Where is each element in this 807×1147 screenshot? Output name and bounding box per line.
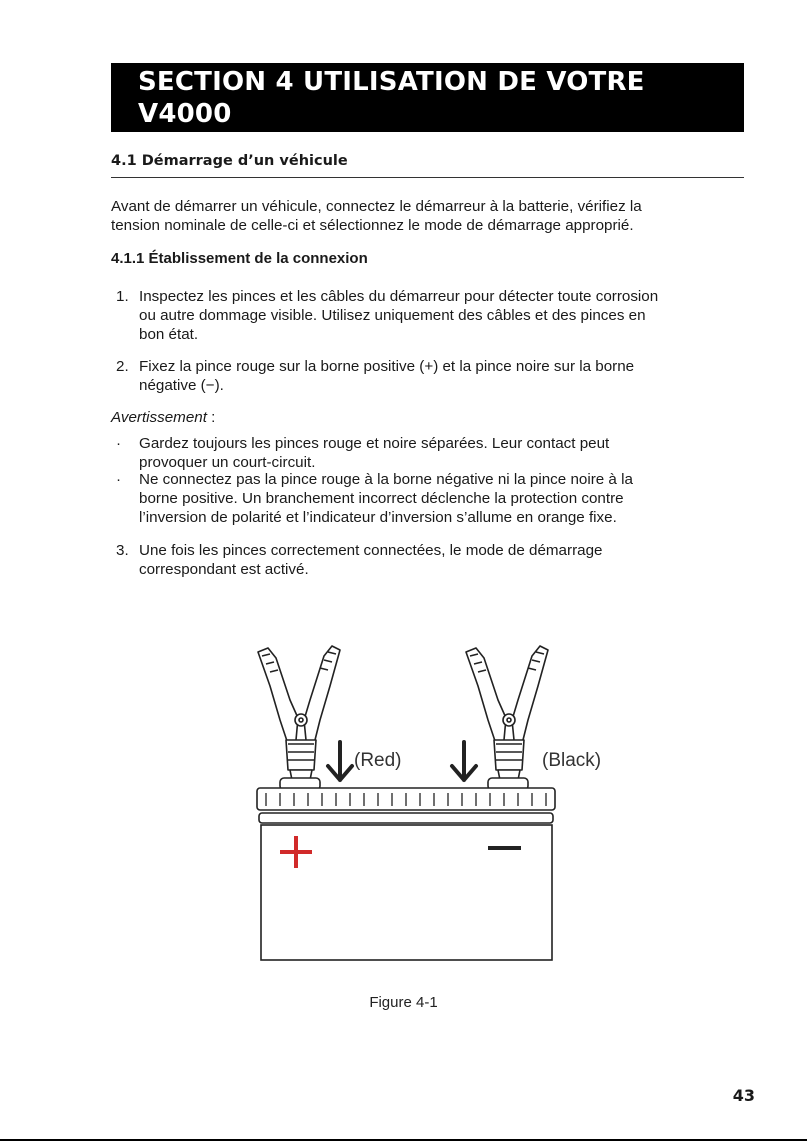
subsection-heading: 4.1 Démarrage d’un véhicule <box>111 153 744 178</box>
section-title-line-2: HD <box>138 131 182 161</box>
step-line: correspondant est activé. <box>139 561 309 578</box>
bullet-text <box>139 470 633 527</box>
warning-bullet <box>116 470 756 530</box>
battery-icon <box>257 778 555 960</box>
figure-caption: Figure 4-1 <box>369 994 438 1011</box>
arrow-down-icon <box>452 742 476 780</box>
bullet-line: provoquer un court-circuit. <box>139 454 316 471</box>
step-line: bon état. <box>139 326 199 343</box>
battery-clamp-illustration <box>230 640 630 965</box>
bullet-line: Ne connectez pas la pince rouge à la borne négative ni la pince noire à la <box>139 471 633 488</box>
warning-bullet <box>116 434 756 474</box>
battery-connection-figure <box>230 640 630 965</box>
red-clamp-label: (Red) <box>354 750 402 771</box>
footer-rule <box>0 1139 807 1141</box>
bullet-line: borne positive. Un branchement incorrect déclenche la protection contre <box>139 490 624 507</box>
warning-heading <box>111 409 215 426</box>
intro-line: Avant de démarrer un véhicule, connectez le démarreur à la batterie, vérifiez la <box>111 198 642 215</box>
bullet-line: Gardez toujours les pinces rouge et noire séparées. Leur contact peut <box>139 435 610 452</box>
warning-title: Avertissement <box>111 409 207 426</box>
step-line: Fixez la pince rouge sur la borne positive (+) et la pince noire sur la borne <box>139 358 635 375</box>
step-text <box>139 357 634 395</box>
step-text <box>139 541 602 579</box>
step-item <box>116 541 756 581</box>
step-item <box>116 357 756 397</box>
bullet-dot: · <box>116 435 122 452</box>
page-number: 43 <box>732 1086 755 1105</box>
red-clamp-icon <box>258 646 340 780</box>
bullet-text <box>139 434 609 472</box>
step-line: négative (−). <box>139 377 224 394</box>
step-number: 2. <box>116 358 129 375</box>
step-line: Inspectez les pinces et les câbles du démarreur pour détecter toute corrosion <box>139 288 659 305</box>
black-clamp-label: (Black) <box>542 750 602 771</box>
bullet-line: l’inversion de polarité et l’indicateur d’inversion s’allume en orange fixe. <box>139 509 617 526</box>
intro-line: tension nominale de celle-ci et sélectionnez le mode de démarrage approprié. <box>111 217 634 234</box>
black-clamp-icon <box>466 646 548 780</box>
warning-title-suffix: : <box>206 409 216 426</box>
step-text <box>139 287 658 344</box>
step-number: 3. <box>116 542 129 559</box>
intro-paragraph <box>111 197 751 235</box>
bullet-dot: · <box>116 471 122 488</box>
step-item <box>116 287 756 347</box>
step-number: 1. <box>116 288 129 305</box>
arrow-down-icon <box>328 742 352 780</box>
section-title-line-1: SECTION 4 UTILISATION DE VOTRE V4000 <box>138 67 645 129</box>
subsubsection-heading: 4.1.1 Établissement de la connexion <box>111 250 368 267</box>
step-line: ou autre dommage visible. Utilisez uniquement des câbles et des pinces en <box>139 307 646 324</box>
step-line: Une fois les pinces correctement connectées, le mode de démarrage <box>139 542 603 559</box>
